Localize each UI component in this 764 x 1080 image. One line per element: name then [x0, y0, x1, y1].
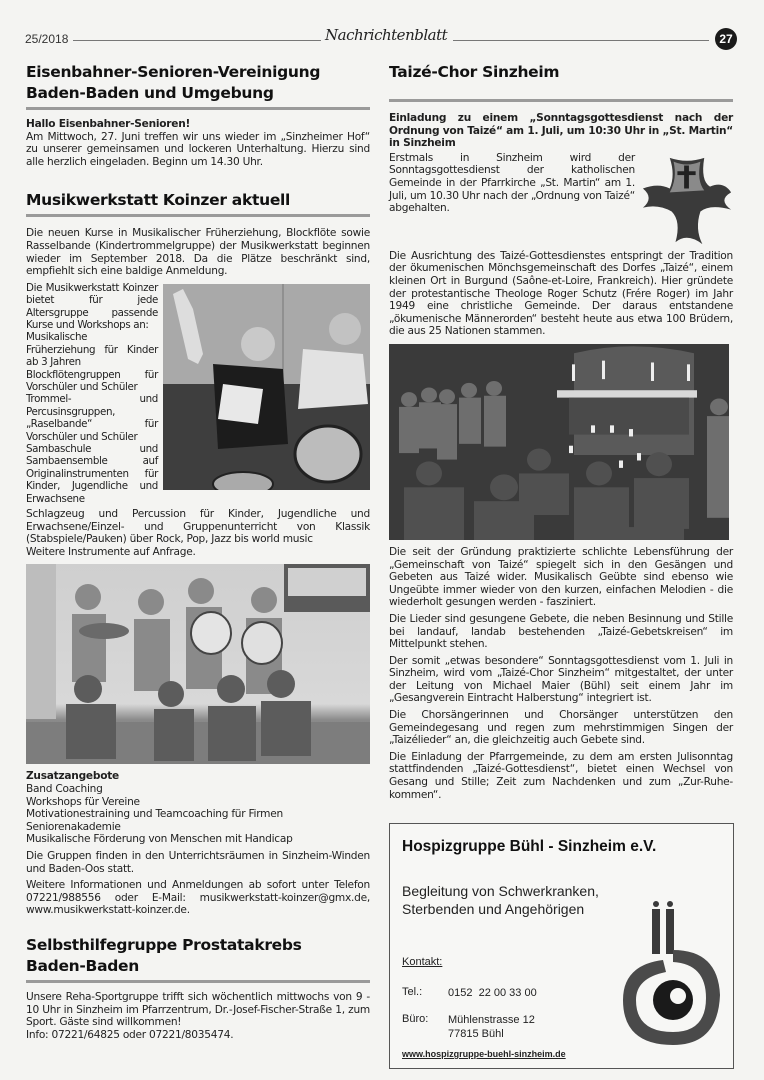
title-line-2: Baden-Baden — [26, 956, 139, 975]
article-title — [26, 935, 370, 977]
article-intro: Die neuen Kurse in Musikalischer Früherziehung, Blockflöte sowie Rasselbande (Kindertrommelgruppe) der Musikwerkstatt beginnen wieder im September 2018. Da die Plätze beschränkt sind, empfiehlt sich eine baldige Anmeldung. — [26, 227, 370, 278]
article-title — [26, 62, 370, 104]
church-illustration — [389, 344, 729, 540]
ad-office-label: Büro: — [402, 1013, 429, 1025]
course-item: Blockflötengruppen für Vorschüler und Schüler — [26, 368, 158, 393]
course-item: Musikalische Früherziehung für Kinder ab 3 Jahren — [26, 331, 158, 369]
course-item: Sambaschule und Sambaensemble auf Originalinstrumenten für Kinder, Jugendliche und Erwachsene — [26, 443, 158, 505]
extras-item: Band Coaching — [26, 783, 103, 796]
header-rule-right — [453, 40, 709, 41]
article-taize — [389, 62, 733, 801]
header-rule-left — [73, 40, 321, 41]
article-title: Musikwerkstatt Koinzer aktuell — [26, 191, 291, 210]
page-header — [25, 28, 739, 52]
percussion-text: Schlagzeug und Percussion für Kinder, Jugendliche und Erwachsene/Einzel- und Gruppenunterricht von Klassik (Stabspiele/Pauken) über Rock, Pop, Jazz bis world music — [26, 508, 370, 546]
taize-paragraph-5: Der somit „etwas besondere“ Sonntagsgottesdienst vom 1. Juli in Sinzheim, wird vom „Taizé-Chor Sinzheim“ mitgestaltet, der unter der Leitung von Michael Maier (Bühl) seit einem Jahr im „Gesangverein Eintracht Halberstung“ integriert ist. — [389, 654, 733, 705]
ad-title: Hospizgruppe Bühl - Sinzheim e.V. — [402, 838, 657, 855]
courses-with-photo — [26, 282, 370, 505]
taize-paragraph-2: Die Ausrichtung des Taizé-Gottesdienstes entspringt der Tradition der ökumenischen Mönchsgemeinschaft des Dorfes „Taizé“, einem kleinen Ort in Burgund (Saône-et-Loire, Frankreich). Hier gründete der protestantische Theologe Roger Schutz (Frére Roger) im Jahr 1949 eine christliche Gemeinde. Der daraus entstandene „ökumenische Männerorden“ besteht heute aus etwa 100 Brüdern, die aus 25 Nationen stammen. — [389, 249, 733, 338]
taize-paragraph-1: Erstmals in Sinzheim wird der Sonntagsgottesdienst der katholischen Gemeinde in der Pfarrkirche „St. Martin“ am 1. Juli, um 10.30 Uhr nach der „Ordnung von Taizé“ abgehalten. — [389, 151, 636, 215]
ad-office-street: Mühlenstrasse 12 — [448, 1014, 535, 1026]
contact-text: Weitere Informationen und Anmeldungen ab sofort unter Telefon 07221/988556 oder E-Mail: musikwerkstatt-koinzer@gmx.de, www.musikwerkstatt-koinzer.de. — [26, 879, 370, 917]
ad-subtitle — [402, 882, 599, 918]
article-greeting: Hallo Eisenbahner-Senioren! — [26, 118, 191, 130]
title-rule — [26, 980, 370, 983]
title-line-2: Baden-Baden und Umgebung — [26, 84, 274, 102]
article-lead: Einladung zu einem „Sonntagsgottesdienst nach der Ordnung von Taizé“ am 1. Juli, um 10:30 Uhr in „St. Martin“ in Sinzheim — [389, 112, 733, 150]
taize-intro-with-logo — [389, 152, 733, 246]
more-instruments: Weitere Instrumente auf Anfrage. — [26, 545, 196, 558]
article-title: Taizé-Chor Sinzheim — [389, 63, 560, 81]
extras-item: Workshops für Vereine — [26, 795, 140, 808]
kids-with-drums-photo — [26, 564, 370, 764]
ad-tel-value: 0152 22 00 33 00 — [448, 987, 537, 999]
right-column — [389, 62, 733, 801]
taize-paragraph-4: Die Lieder sind gesungene Gebete, die neben Besinnung und Stille bei landauf, landab bestehenden „Taizé-Gebetskreisen“ im Mittelpunkt stehen. — [389, 612, 733, 651]
issue-number: 25/2018 — [25, 32, 69, 46]
taize-paragraph-3: Die seit der Gründung praktizierte schlichte Lebensführung der „Gemeinschaft von Taizé“ spiegelt sich in den Gesängen und Gebeten aus Taizé wider. Musikalisch Geübte sind ebenso wie Ungeübte immer wieder von den kurzen, einfachen Melodien - die wiederholt gesungen werden - fasziniert. — [389, 545, 733, 609]
extras-item: Musikalische Förderung von Menschen mit Handicap — [26, 833, 293, 846]
kids-illustration — [26, 564, 370, 764]
church-service-photo — [389, 344, 729, 540]
extras-item: Seniorenakademie — [26, 820, 121, 833]
title-line-1: Eisenbahner-Senioren-Vereinigung — [26, 63, 321, 81]
cross-icon — [641, 154, 733, 246]
ad-subtitle-line-1: Begleitung von Schwerkranken, — [402, 883, 599, 899]
ad-tel-label: Tel.: — [402, 986, 423, 998]
ad-website-link[interactable]: www.hospizgruppe-buehl-sinzheim.de — [402, 1049, 566, 1059]
drummer-boys-illustration — [163, 284, 370, 490]
masthead-logo: Nachrichtenblatt — [325, 26, 448, 44]
ad-contact-label: Kontakt: — [402, 956, 443, 968]
title-rule — [26, 107, 370, 110]
course-item: Trommel- und Percusinsgruppen, „Raselbande“ für Vorschüler und Schüler — [26, 393, 158, 443]
locations-text: Die Gruppen finden in den Unterrichtsräumen in Sinzheim-Winden und Baden-Oos statt. — [26, 850, 370, 875]
article-body: Unsere Reha-Sportgruppe trifft sich wöchentlich mittwochs von 9 - 10 Uhr in Sinzheim im Pfarrzentrum, Dr.-Josef-Fischer-Straße 1, zum Sport. Gäste sind willkommen! — [26, 990, 370, 1029]
courses-intro: Die Musikwerkstatt Koinzer bietet für jede Altersgruppe passende Kurse und Workshops an: — [26, 281, 158, 331]
title-rule — [389, 99, 733, 102]
article-prostata — [26, 935, 370, 1041]
extras-item: Motivationestraining und Teamcoaching für Firmen — [26, 808, 283, 821]
spiral-figures-icon — [618, 900, 728, 1050]
page-number-badge: 27 — [715, 28, 737, 50]
article-info: Info: 07221/64825 oder 07221/8035474. — [26, 1028, 234, 1041]
taize-paragraph-6: Die Chorsängerinnen und Chorsänger unterstützen den Gemeindegesang und regen zum mehrstimmigen Singen der „Taizélieder“ an, die gleichzeitig auch Gebete sind. — [389, 709, 733, 747]
title-rule — [26, 214, 370, 217]
hospiz-advertisement — [389, 823, 734, 1069]
taize-cross-logo — [641, 154, 733, 246]
drummer-boys-photo — [163, 284, 370, 490]
ad-subtitle-line-2: Sterbenden und Angehörigen — [402, 901, 585, 917]
ad-office-city: 77815 Bühl — [448, 1028, 504, 1040]
article-musikwerkstatt — [26, 190, 370, 917]
extras-title: Zusatzangebote — [26, 770, 119, 783]
taize-paragraph-7: Die Einladung der Pfarrgemeinde, zu dem am ersten Julisonntag stattfindenden „Taizé-Gottesdienst“, bietet einen Wechsel von Gesang und Stille; Zeit zum Nachdenken und zum „Zur-Ruhe-kommen“. — [389, 750, 733, 801]
title-line-1: Selbsthilfegruppe Prostatakrebs — [26, 935, 302, 954]
article-body: Am Mittwoch, 27. Juni treffen wir uns wieder im „Sinzheimer Hof“ zu unserer gemeinsamen und lockeren Unterhaltung. Hierzu sind alle herzlich eingeladen. Beginn um 14.30 Uhr. — [26, 130, 370, 168]
hospiz-logo — [618, 900, 728, 1050]
left-column — [26, 62, 370, 1041]
article-eisenbahner — [26, 62, 370, 168]
courses-list — [26, 282, 158, 505]
